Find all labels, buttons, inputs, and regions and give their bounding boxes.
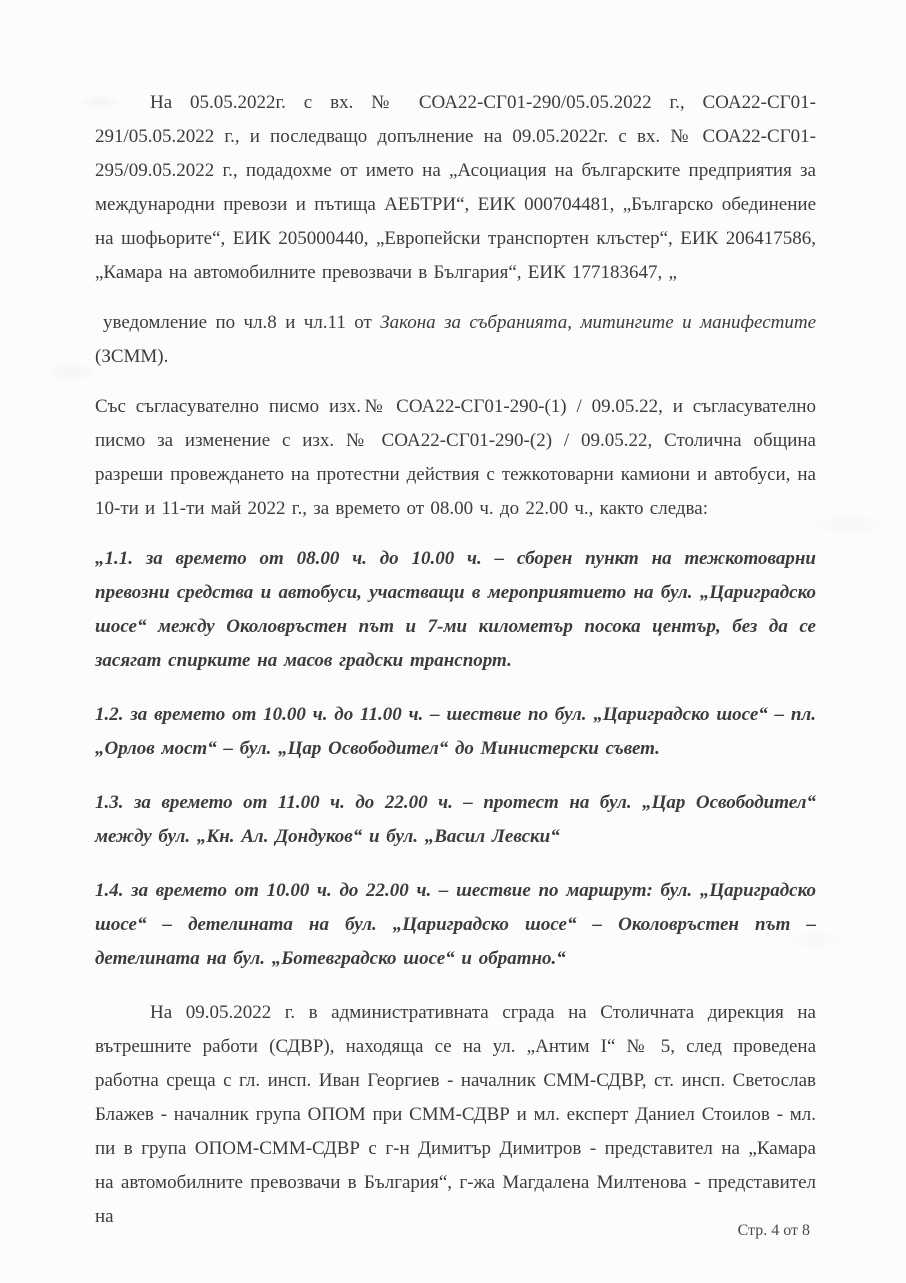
page-number: Стр. 4 от 8 xyxy=(737,1222,810,1239)
paragraph-submission: На 05.05.2022г. с вх. № СОА22-СГ01-290/05.05.2022 г., СОА22-СГ01-291/05.05.2022 г., и последващо допълнение на 09.05.2022г. с вх. № СОА22-СГ01-295/09.05.2022 г., подадохме от името на „Асоциация на българските предприятия за международни превози и пътища АЕБТРИ“, ЕИК 000704481, „Българско обединение на шофьорите“, ЕИК 205000440, „Европейски транспортен клъстер“, ЕИК 206417586, „Камара на автомобилните превозвачи в България“, ЕИК 177183647, „ xyxy=(95,92,816,283)
notice-law-title: Закона за събранията, митингите и манифестите xyxy=(380,312,817,333)
protest-item-1-3: 1.3. за времето от 11.00 ч. до 22.00 ч. – протест на бул. „Цар Освободител“ между бул. „Кн. Ал. Дондуков“ и бул. „Васил Левски“ xyxy=(95,792,816,847)
document-body xyxy=(95,86,816,1250)
protest-item-1-4: 1.4. за времето от 10.00 ч. до 22.00 ч. – шествие по маршрут: бул. „Цариградско шосе“ – детелината на бул. „Цариградско шосе“ – Околовръстен път – детелината на бул. „Ботевградско шосе“ и обратно.“ xyxy=(95,880,816,969)
notice-prefix: уведомление по чл.8 и чл.11 от xyxy=(103,312,381,333)
paragraph-meeting: На 09.05.2022 г. в административната сграда на Столичната дирекция на вътрешните работи (СДВР), находяща се на ул. „Антим I“ № 5, след проведена работна среща с гл. инсп. Иван Георгиев - началник СММ-СДВР, ст. инсп. Светослав Блажев - началник група ОПОМ при СММ-СДВР и мл. експерт Даниел Стоилов - мл. пи в група ОПОМ-СММ-СДВР с г-н Димитър Димитров - представител на „Камара на автомобилните превозвачи в България“, г-жа Магдалена Милтенова - представител на xyxy=(95,1002,816,1227)
protest-item-1-2: 1.2. за времето от 10.00 ч. до 11.00 ч. – шествие по бул. „Цариградско шосе“ – пл. „Орлов мост“ – бул. „Цар Освободител“ до Министерски съвет. xyxy=(95,704,816,759)
paragraph-approval: Със съгласувателно писмо изх.№ СОА22-СГ01-290-(1) / 09.05.22, и съгласувателно писмо за изменение с изх. № СОА22-СГ01-290-(2) / 09.05.22, Столична община разреши провеждането на протестни действия с тежкотоварни камиони и автобуси, на 10-ти и 11-ти май 2022 г., за времето от 08.00 ч. до 22.00 ч., както следва: xyxy=(95,396,816,519)
protest-item-1-1: „1.1. за времето от 08.00 ч. до 10.00 ч. – сборен пункт на тежкотоварни превозни средства и автобуси, участващи в мероприятието на бул. „Цариградско шосе“ между Околовръстен път и 7-ми километър посока център, без да се засягат спирките на масов градски транспорт. xyxy=(95,548,816,671)
paragraph-notice xyxy=(95,306,816,374)
notice-suffix: (ЗСММ). xyxy=(95,346,169,367)
